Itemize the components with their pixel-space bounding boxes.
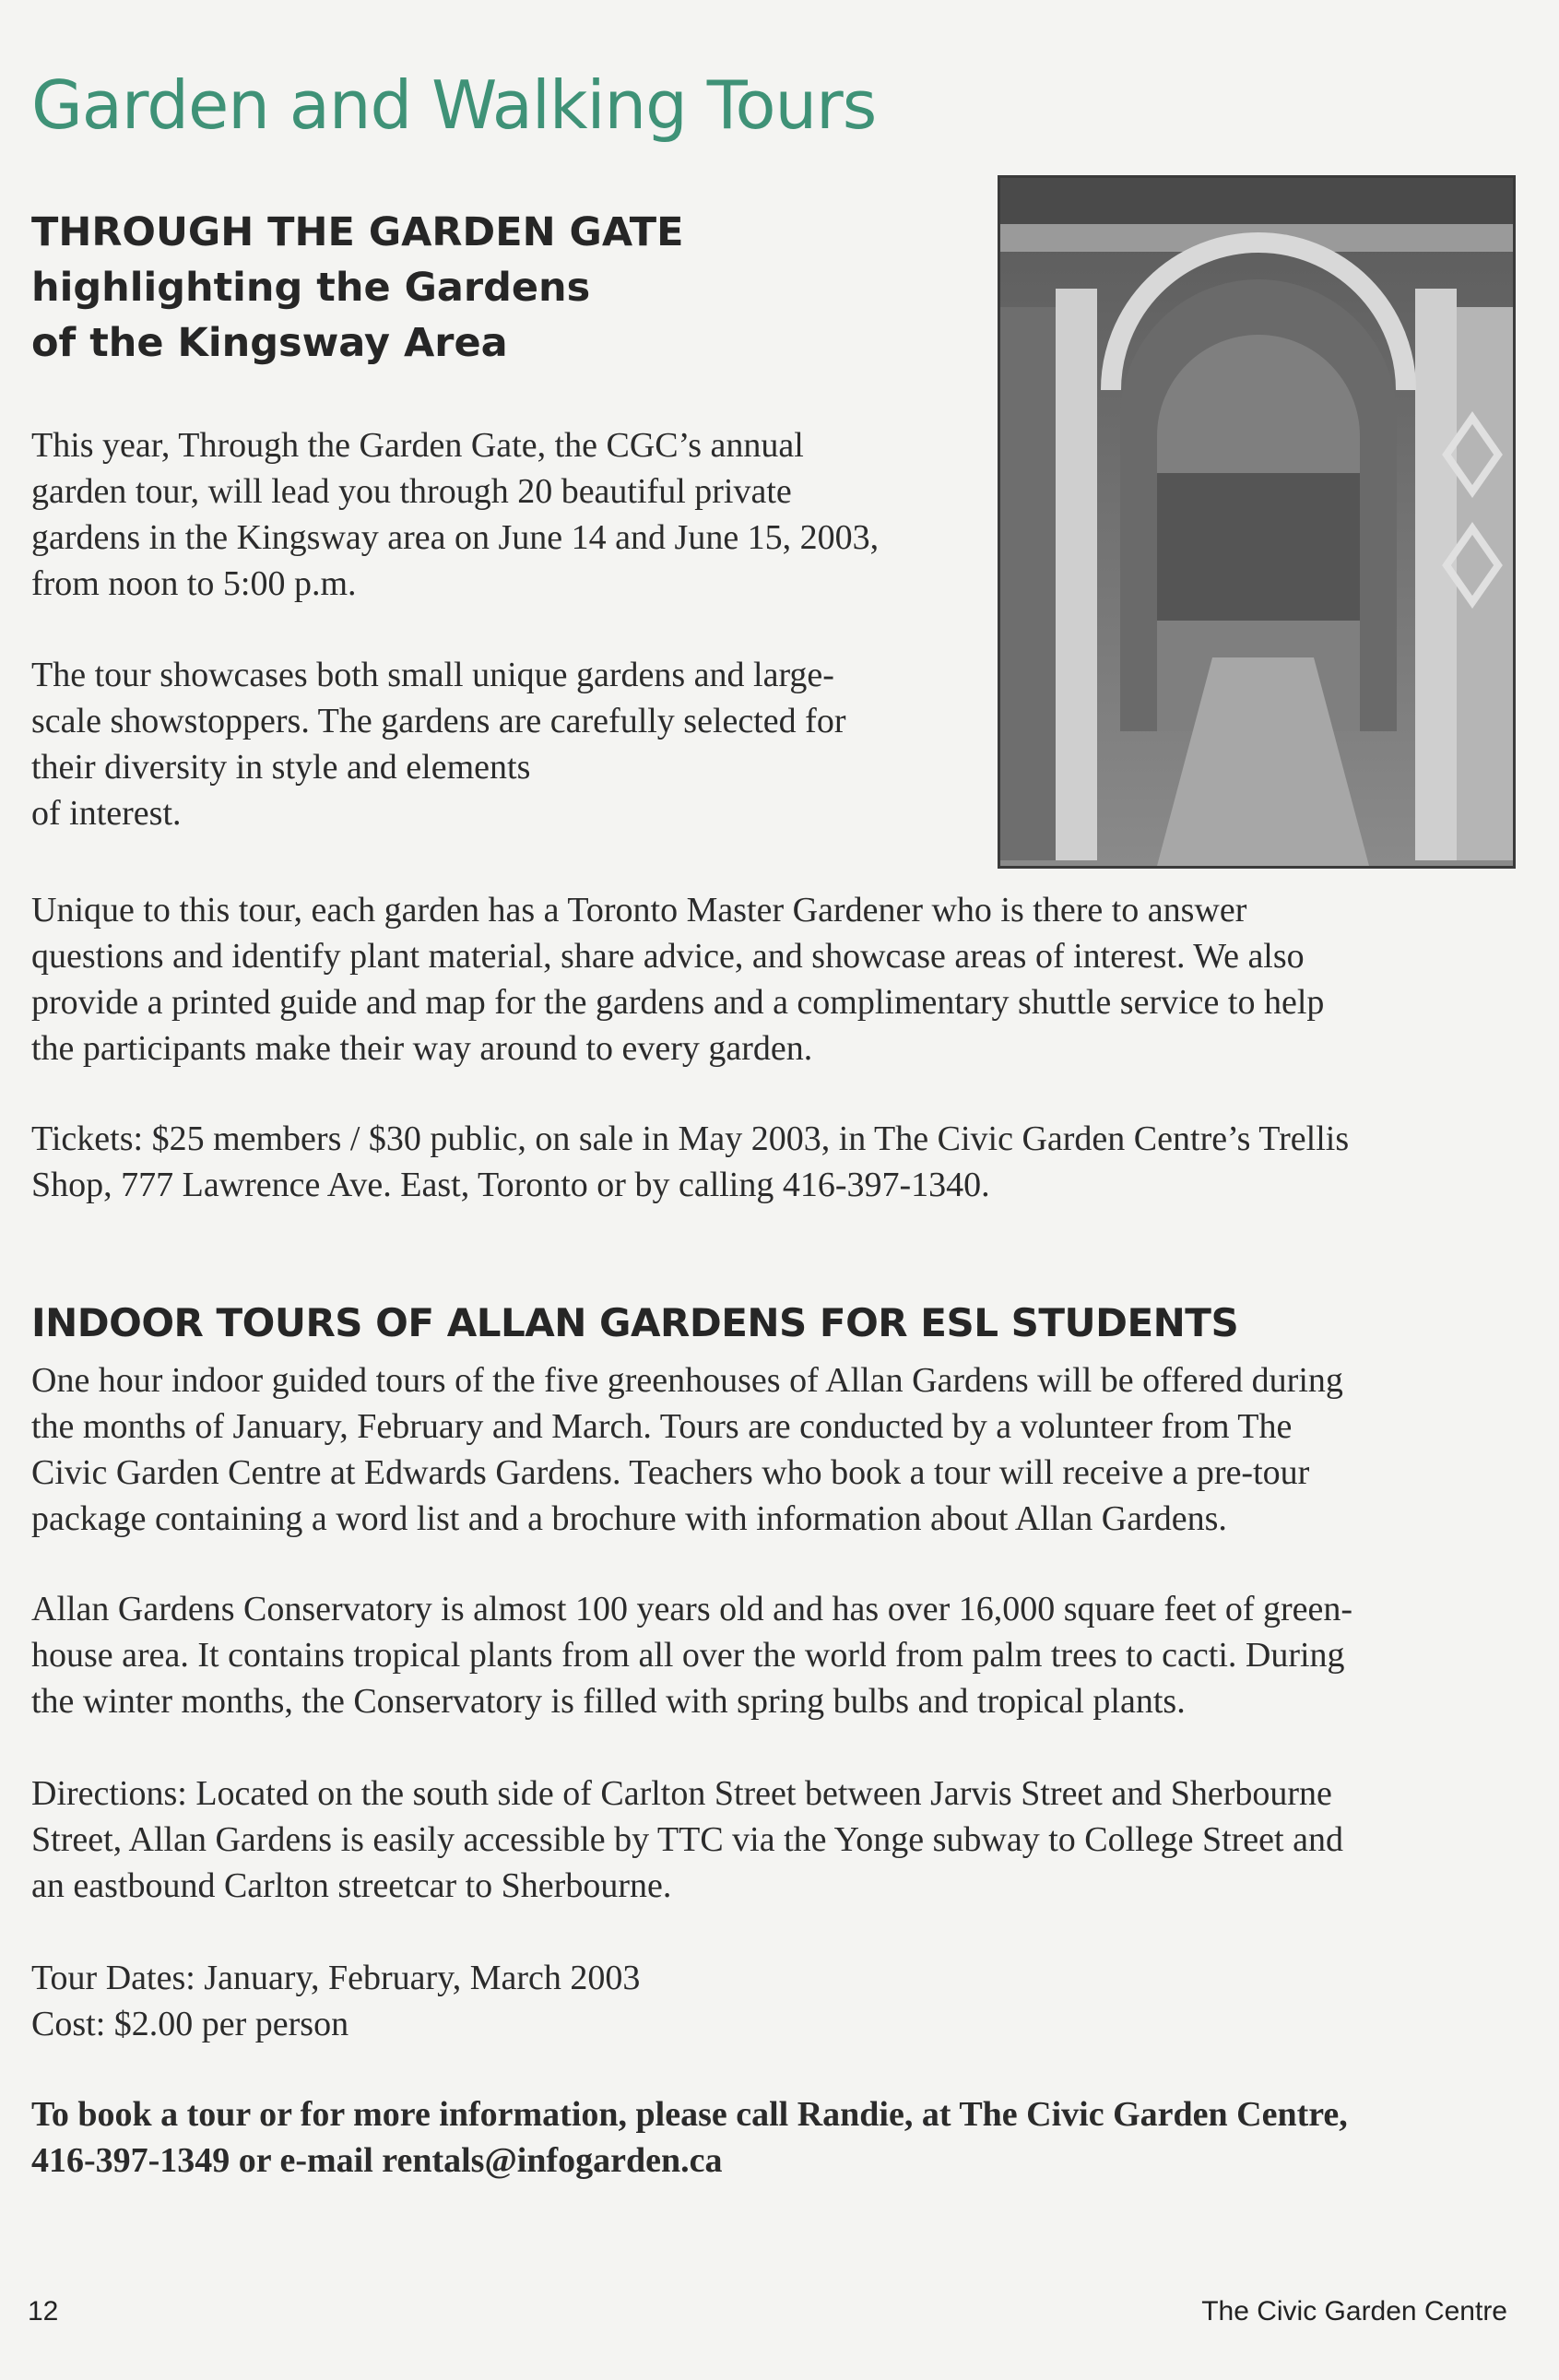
section1-heading	[31, 205, 953, 371]
text-line: questions and identify plant material, share advice, and showcase areas of interest. We also	[31, 937, 1305, 976]
page-number: 12	[28, 2296, 59, 2327]
page-title: Garden and Walking Tours	[31, 66, 877, 144]
directions-paragraph	[31, 1770, 1506, 1909]
text-line: Directions: Located on the south side of Carlton Street between Jarvis Street and Sherbourne	[31, 1774, 1332, 1813]
tour-cost: Cost: $2.00 per person	[31, 2005, 349, 2043]
section2-paragraph-2	[31, 1586, 1506, 1724]
text-line: of interest.	[31, 794, 182, 833]
garden-gate-illustration	[1000, 178, 1513, 866]
text-line: Civic Garden Centre at Edwards Gardens. Teachers who book a tour will receive a pre-tour	[31, 1453, 1310, 1492]
text-line: from noon to 5:00 p.m.	[31, 564, 357, 603]
text-line: the participants make their way around to every garden.	[31, 1029, 813, 1068]
text-line: Allan Gardens Conservatory is almost 100 years old and has over 16,000 square feet of green-	[31, 1590, 1353, 1628]
text-line: package containing a word list and a brochure with information about Allan Gardens.	[31, 1499, 1227, 1538]
tour-dates: Tour Dates: January, February, March 2003	[31, 1959, 641, 1997]
section1-heading-line: of the Kingsway Area	[31, 320, 508, 366]
text-line: Street, Allan Gardens is easily accessible by TTC via the Yonge subway to College Street and	[31, 1820, 1343, 1859]
section2-paragraph-1	[31, 1357, 1506, 1542]
section1-paragraph-2	[31, 652, 1009, 836]
text-line: house area. It contains tropical plants from all over the world from palm trees to cacti. During	[31, 1636, 1345, 1675]
text-line: scale showstoppers. The gardens are carefully selected for	[31, 702, 846, 740]
text-line: One hour indoor guided tours of the five greenhouses of Allan Gardens will be offered during	[31, 1361, 1343, 1400]
tickets-paragraph	[31, 1116, 1506, 1208]
section1-heading-line: highlighting the Gardens	[31, 265, 591, 311]
text-line: an eastbound Carlton streetcar to Sherbourne.	[31, 1866, 672, 1905]
text-line: Shop, 777 Lawrence Ave. East, Toronto or by calling 416-397-1340.	[31, 1166, 990, 1204]
section1-paragraph-3	[31, 887, 1506, 1072]
text-line: The tour showcases both small unique gardens and large-	[31, 656, 834, 694]
text-line: the winter months, the Conservatory is filled with spring bulbs and tropical plants.	[31, 1682, 1186, 1721]
text-line: 416-397-1349 or e-mail rentals@infogarden.ca	[31, 2141, 723, 2180]
text-line: the months of January, February and March. Tours are conducted by a volunteer from The	[31, 1407, 1293, 1446]
section2-heading: INDOOR TOURS OF ALLAN GARDENS FOR ESL STUDENTS	[31, 1300, 1239, 1345]
text-line: Unique to this tour, each garden has a Toronto Master Gardener who is there to answer	[31, 891, 1247, 930]
text-line: This year, Through the Garden Gate, the CGC’s annual	[31, 426, 804, 465]
text-line: gardens in the Kingsway area on June 14 and June 15, 2003,	[31, 518, 880, 557]
garden-gate-photo	[998, 175, 1516, 869]
booking-info	[31, 2091, 1506, 2184]
text-line: To book a tour or for more information, please call Randie, at The Civic Garden Centre,	[31, 2095, 1348, 2134]
section1-paragraph-1	[31, 422, 1009, 607]
section1-heading-line: THROUGH THE GARDEN GATE	[31, 209, 684, 255]
text-line: provide a printed guide and map for the gardens and a complimentary shuttle service to help	[31, 983, 1325, 1022]
text-line: garden tour, will lead you through 20 beautiful private	[31, 472, 792, 511]
tour-info	[31, 1955, 1506, 2047]
text-line: Tickets: $25 members / $30 public, on sale in May 2003, in The Civic Garden Centre’s Trellis	[31, 1119, 1350, 1158]
text-line: their diversity in style and elements	[31, 748, 531, 787]
footer-organization: The Civic Garden Centre	[1201, 2296, 1507, 2327]
